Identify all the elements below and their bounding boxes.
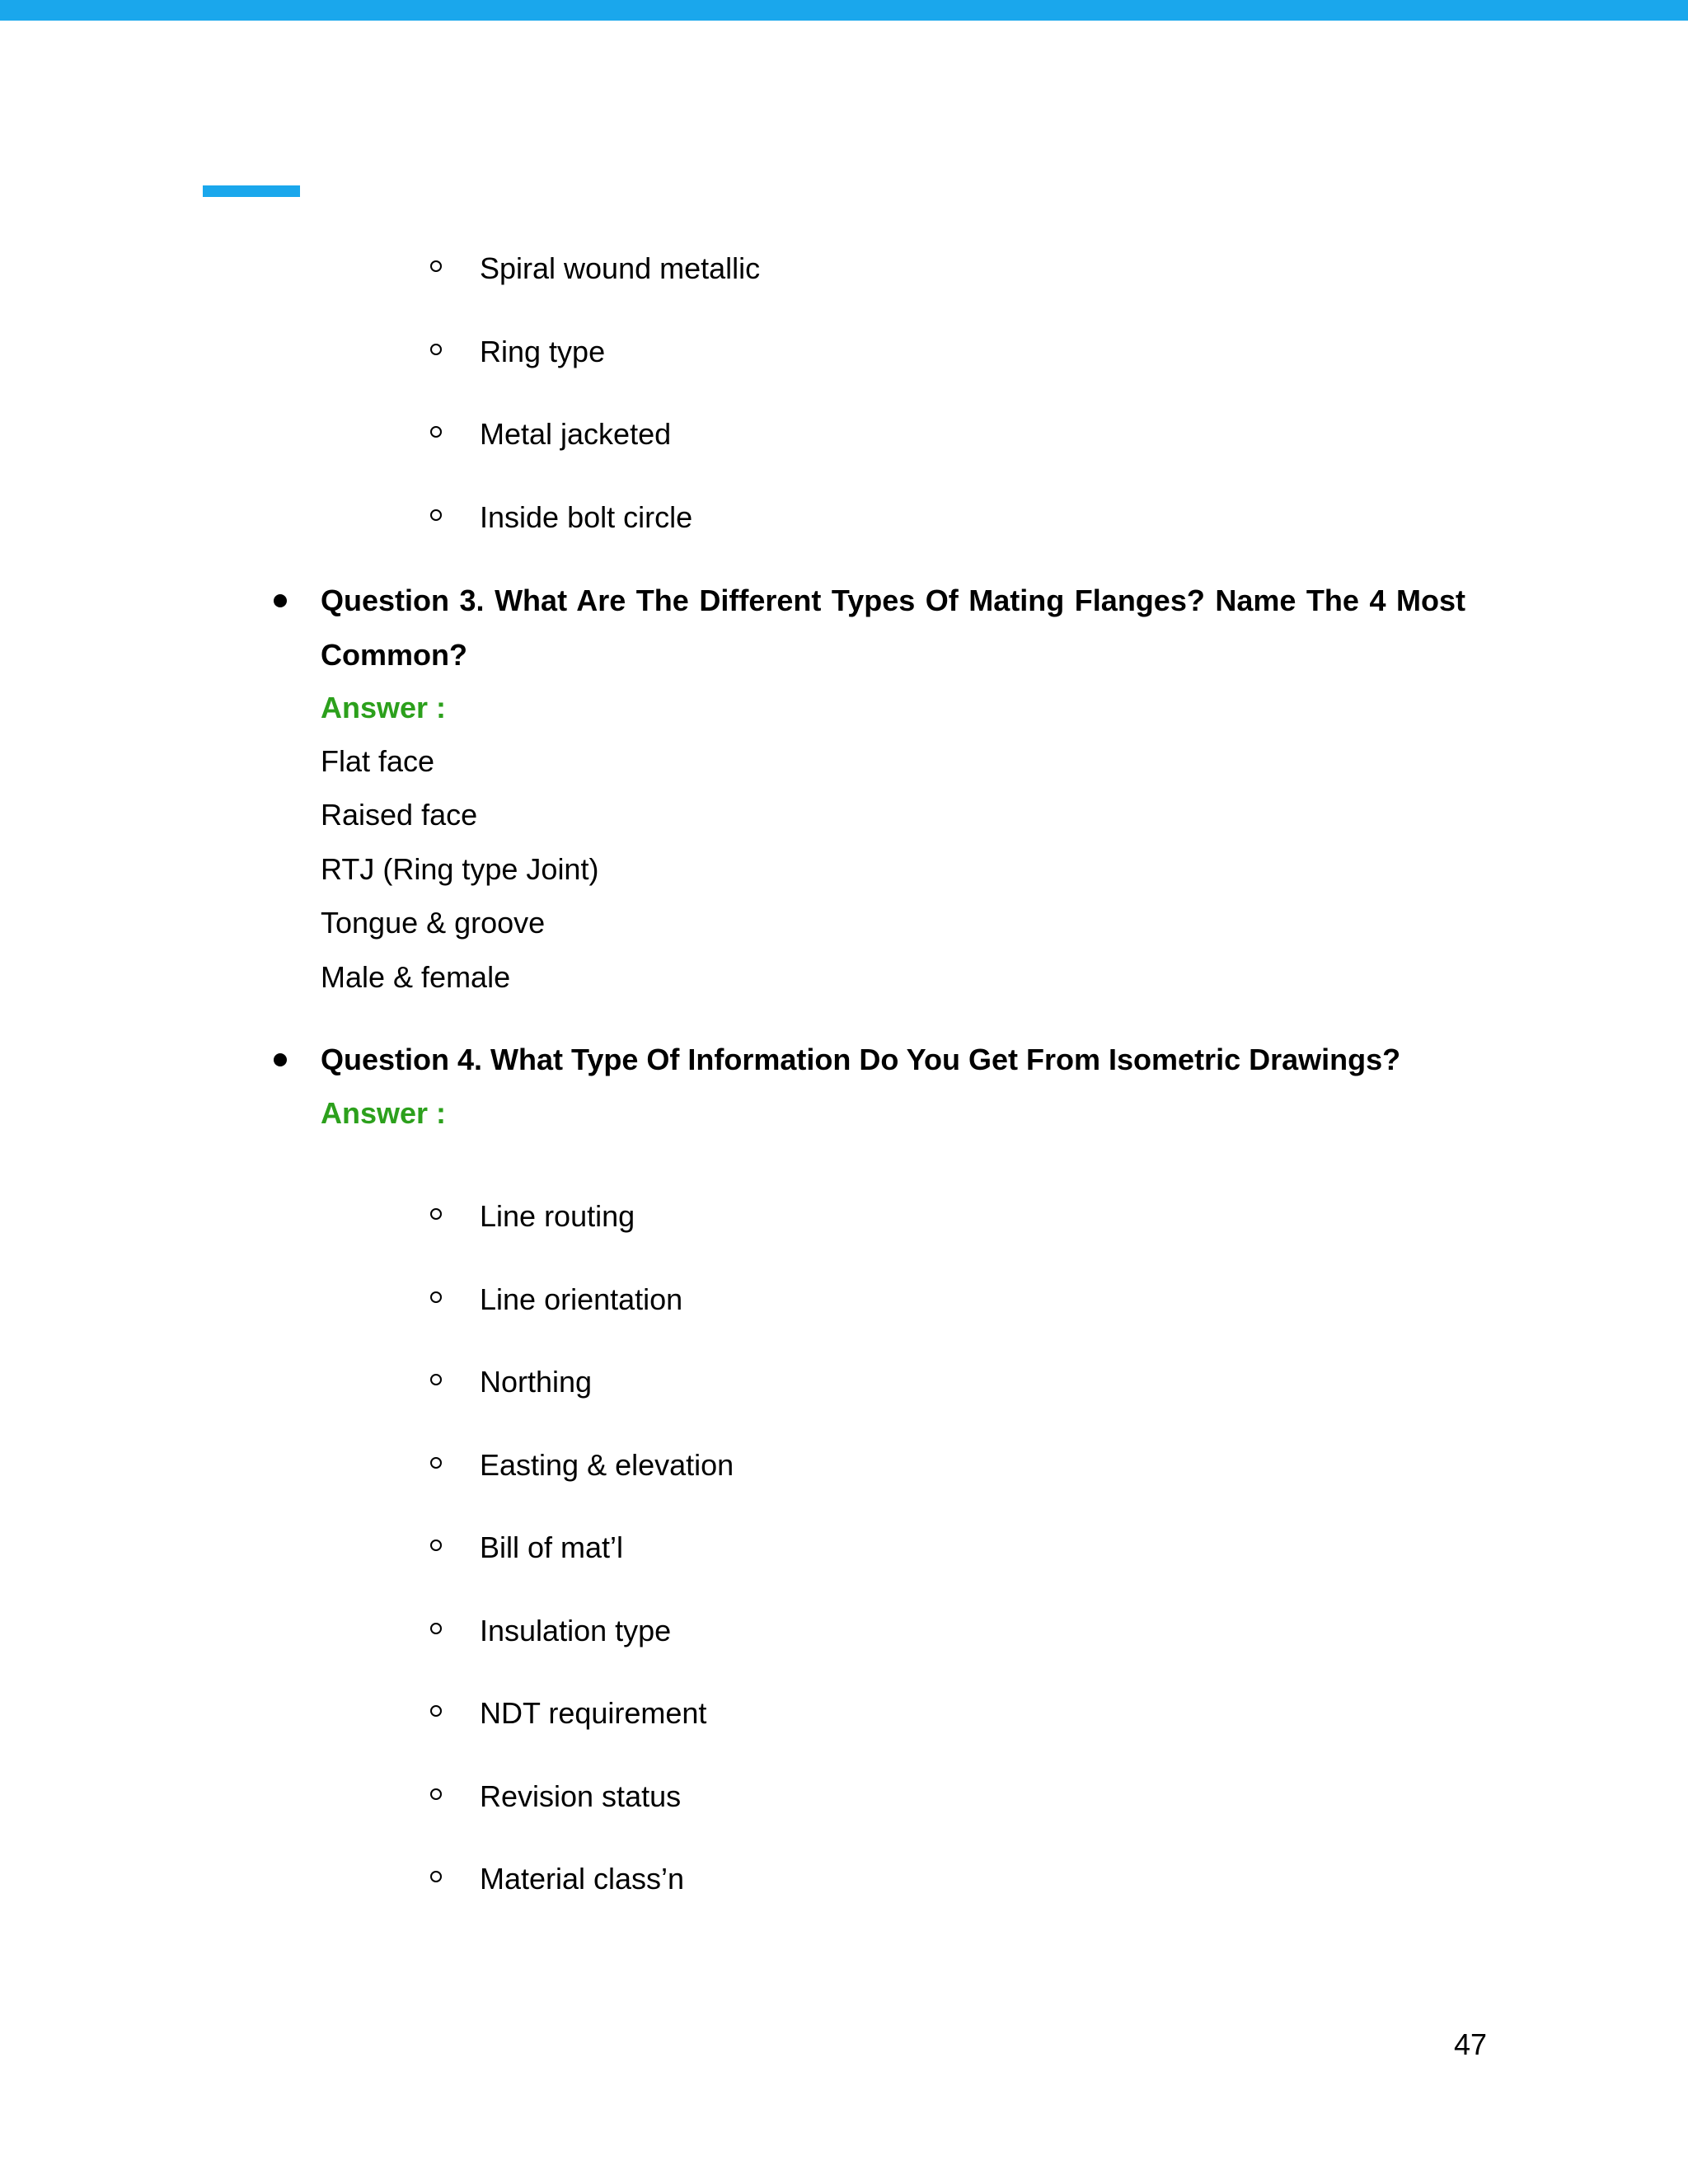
hollow-bullet-icon: [430, 509, 442, 521]
bullet-icon: [274, 1053, 287, 1066]
hollow-bullet-icon: [430, 260, 442, 272]
hollow-bullet-icon: [430, 1457, 442, 1469]
list-item-text: NDT requirement: [480, 1696, 707, 1730]
hollow-bullet-icon: [430, 1291, 442, 1303]
list-item-text: Insulation type: [480, 1613, 672, 1647]
list-item-text: Material class’n: [480, 1862, 685, 1896]
list-item-text: Line routing: [480, 1199, 635, 1233]
answer-line: Tongue & groove: [321, 906, 546, 940]
answer-label: Answer :: [321, 691, 447, 724]
bullet-icon: [274, 594, 287, 607]
list-item-text: Spiral wound metallic: [480, 251, 761, 285]
answer-line: Raised face: [321, 798, 478, 832]
hollow-bullet-icon: [430, 426, 442, 438]
answer-label: Answer :: [321, 1096, 447, 1130]
page-number: 47: [1454, 2027, 1488, 2061]
list-item-text: Inside bolt circle: [480, 499, 693, 534]
top-accent-bar: [0, 0, 1688, 21]
hollow-bullet-icon: [430, 1208, 442, 1220]
list-item-text: Bill of mat’l: [480, 1530, 624, 1564]
list-item-text: Northing: [480, 1365, 593, 1399]
list-item-text: Easting & elevation: [480, 1447, 734, 1482]
answer-line: RTJ (Ring type Joint): [321, 851, 599, 886]
hollow-bullet-icon: [430, 1871, 442, 1882]
hollow-bullet-icon: [430, 1623, 442, 1634]
hollow-bullet-icon: [430, 344, 442, 355]
question-3-answers: [321, 734, 598, 1004]
section-accent-dash: [203, 185, 300, 197]
question-3-text: Question 3. What Are The Different Types Of Mating Flanges? Name The 4 Most Common?: [321, 583, 1465, 672]
answer-line: Flat face: [321, 744, 435, 778]
hollow-bullet-icon: [430, 1705, 442, 1717]
hollow-bullet-icon: [430, 1788, 442, 1800]
list-item-text: Ring type: [480, 334, 606, 368]
hollow-bullet-icon: [430, 1540, 442, 1551]
hollow-bullet-icon: [430, 1374, 442, 1385]
list-item-text: Line orientation: [480, 1282, 683, 1316]
answer-line: Male & female: [321, 959, 511, 994]
list-item-text: Revision status: [480, 1779, 682, 1813]
question-4-text: Question 4. What Type Of Information Do You Get From Isometric Drawings?: [321, 1043, 1401, 1076]
list-item-text: Metal jacketed: [480, 417, 672, 451]
